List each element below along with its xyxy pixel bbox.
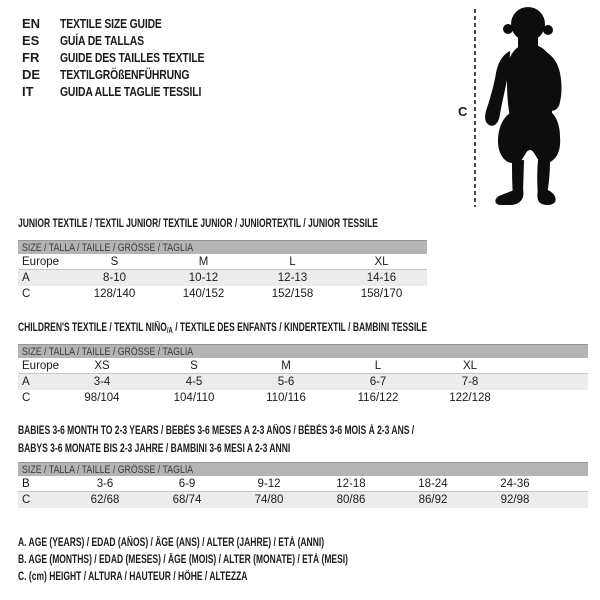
language-code: FR bbox=[22, 50, 40, 65]
height-measure-label: C bbox=[458, 104, 468, 119]
age-cell: 14-16 bbox=[366, 272, 397, 284]
row-label: Europe bbox=[22, 359, 60, 372]
children-title-pre: CHILDREN'S TEXTILE / TEXTIL NIÑO bbox=[18, 322, 167, 334]
size-header-label: SIZE / TALLA / TAILLE / GRÖSSE / TAGLIA bbox=[22, 345, 194, 358]
size-header-label: SIZE / TALLA / TAILLE / GRÖSSE / TAGLIA bbox=[22, 463, 194, 476]
table-row-europe bbox=[18, 358, 588, 374]
table-row-height bbox=[18, 390, 588, 406]
height-cell: 128/140 bbox=[93, 288, 136, 300]
row-label: C bbox=[22, 288, 31, 300]
language-code: ES bbox=[22, 33, 40, 48]
height-cell: 152/158 bbox=[271, 288, 314, 300]
language-title-text: GUÍA DE TALLAS bbox=[60, 33, 144, 48]
row-label: A bbox=[22, 376, 30, 388]
footnotes bbox=[18, 535, 464, 586]
language-title bbox=[60, 66, 222, 83]
language-row-es bbox=[22, 32, 240, 49]
footnote-age-months-text: B. AGE (MONTHS) / EDAD (MESES) / ÂGE (MOIS) / ALTER (MONATE) / ETÀ (MESI) bbox=[18, 554, 348, 566]
height-cell: 92/98 bbox=[500, 494, 530, 506]
language-title-text: GUIDA ALLE TAGLIE TESSILI bbox=[60, 84, 202, 99]
age-cell: 12-18 bbox=[336, 477, 366, 490]
size-cell: L bbox=[289, 255, 296, 268]
children-section-title-text bbox=[18, 320, 427, 338]
footnote-height bbox=[18, 569, 464, 586]
language-title-text: TEXTILE SIZE GUIDE bbox=[60, 16, 162, 31]
height-cell: 62/68 bbox=[90, 494, 120, 506]
language-code: IT bbox=[22, 84, 34, 99]
age-cell: 5-6 bbox=[277, 376, 295, 388]
row-label: Europe bbox=[22, 255, 60, 268]
size-header-bar bbox=[18, 462, 588, 476]
junior-section-title-text: JUNIOR TEXTILE / TEXTIL JUNIOR/ TEXTILE JUNIOR / JUNIORTEXTIL / JUNIOR TESSILE bbox=[18, 218, 378, 230]
age-cell: 7-8 bbox=[461, 376, 479, 388]
size-cell: S bbox=[190, 359, 198, 372]
babies-title-line2: BABYS 3-6 MONATE BIS 2-3 JAHRE / BAMBINI 3-6 MESI A 2-3 ANNI bbox=[18, 442, 291, 455]
children-size-table bbox=[18, 344, 588, 406]
language-title-text: GUIDE DES TAILLES TEXTILE bbox=[60, 50, 205, 65]
height-cell: 74/80 bbox=[254, 494, 284, 506]
footnote-age-months bbox=[18, 552, 464, 569]
height-cell: 116/122 bbox=[357, 392, 399, 404]
baby-silhouette-image bbox=[480, 3, 580, 213]
row-label: C bbox=[22, 494, 31, 506]
age-cell: 9-12 bbox=[257, 477, 281, 490]
language-title bbox=[60, 49, 240, 66]
babies-title-line1: BABIES 3-6 MONTH TO 2-3 YEARS / BEBÉS 3-6 MESES A 2-3 AÑOS / BÉBÉS 3-6 MOIS À 2-3 ANS / bbox=[18, 425, 415, 437]
age-cell: 18-24 bbox=[418, 477, 448, 490]
age-cell: 3-6 bbox=[96, 477, 114, 490]
table-row-europe bbox=[18, 254, 427, 270]
size-cell: M bbox=[198, 255, 209, 268]
table-row-height bbox=[18, 492, 588, 508]
children-title-post: / TEXTILE DES ENFANTS / KINDERTEXTIL / BAMBINI TESSILE bbox=[172, 322, 428, 334]
row-label: C bbox=[22, 392, 31, 404]
children-section-title bbox=[18, 320, 571, 338]
age-cell: 10-12 bbox=[188, 272, 219, 284]
babies-section-title bbox=[18, 423, 553, 458]
height-cell: 98/104 bbox=[84, 392, 120, 404]
age-cell: 3-4 bbox=[93, 376, 111, 388]
language-title bbox=[60, 15, 187, 32]
age-cell: 12-13 bbox=[277, 272, 308, 284]
language-title-text: TEXTILGRÖßENFÜHRUNG bbox=[60, 67, 190, 82]
size-cell: XL bbox=[462, 359, 478, 372]
footnote-height-text: C. (cm) HEIGHT / ALTURA / HAUTEUR / HÖHE / ALTEZZA bbox=[18, 571, 248, 583]
age-cell: 24-36 bbox=[500, 477, 530, 490]
language-title bbox=[60, 32, 165, 49]
table-row-age bbox=[18, 374, 588, 390]
junior-size-table bbox=[18, 240, 427, 302]
height-cell: 158/170 bbox=[360, 288, 403, 300]
footnote-age-years-text: A. AGE (YEARS) / EDAD (AÑOS) / ÂGE (ANS) / ALTER (JAHRE) / ETÀ (ANNI) bbox=[18, 537, 325, 549]
language-row-de bbox=[22, 66, 240, 83]
height-cell: 140/152 bbox=[182, 288, 225, 300]
size-cell: M bbox=[281, 359, 291, 372]
babies-size-table bbox=[18, 462, 588, 508]
age-cell: 6-9 bbox=[178, 477, 196, 490]
footnote-age-years bbox=[18, 535, 464, 552]
age-cell: 8-10 bbox=[102, 272, 127, 284]
language-code: DE bbox=[22, 67, 41, 82]
language-title bbox=[60, 83, 237, 100]
size-header-bar bbox=[18, 240, 427, 254]
size-header-bar bbox=[18, 344, 588, 358]
size-header-label: SIZE / TALLA / TAILLE / GRÖSSE / TAGLIA bbox=[22, 241, 194, 254]
age-cell: 6-7 bbox=[369, 376, 387, 388]
language-code: EN bbox=[22, 16, 41, 31]
height-measure-line bbox=[474, 9, 476, 207]
size-cell: XS bbox=[94, 359, 110, 372]
size-cell: L bbox=[374, 359, 382, 372]
language-row-en bbox=[22, 15, 240, 32]
row-label: A bbox=[22, 272, 30, 284]
language-row-it bbox=[22, 83, 240, 100]
table-row-age-months bbox=[18, 476, 588, 492]
size-cell: S bbox=[110, 255, 119, 268]
height-cell: 86/92 bbox=[418, 494, 448, 506]
height-cell: 122/128 bbox=[449, 392, 491, 404]
height-cell: 104/110 bbox=[173, 392, 215, 404]
language-row-fr bbox=[22, 49, 240, 66]
height-cell: 68/74 bbox=[172, 494, 202, 506]
height-cell: 80/86 bbox=[336, 494, 366, 506]
age-cell: 4-5 bbox=[185, 376, 203, 388]
table-row-age bbox=[18, 270, 427, 286]
row-label: B bbox=[22, 477, 30, 490]
language-list bbox=[22, 15, 240, 100]
junior-section-title bbox=[18, 216, 504, 234]
height-cell: 110/116 bbox=[266, 392, 306, 404]
size-cell: XL bbox=[374, 255, 389, 268]
children-title-sub: /A bbox=[166, 326, 173, 335]
table-row-height bbox=[18, 286, 427, 302]
